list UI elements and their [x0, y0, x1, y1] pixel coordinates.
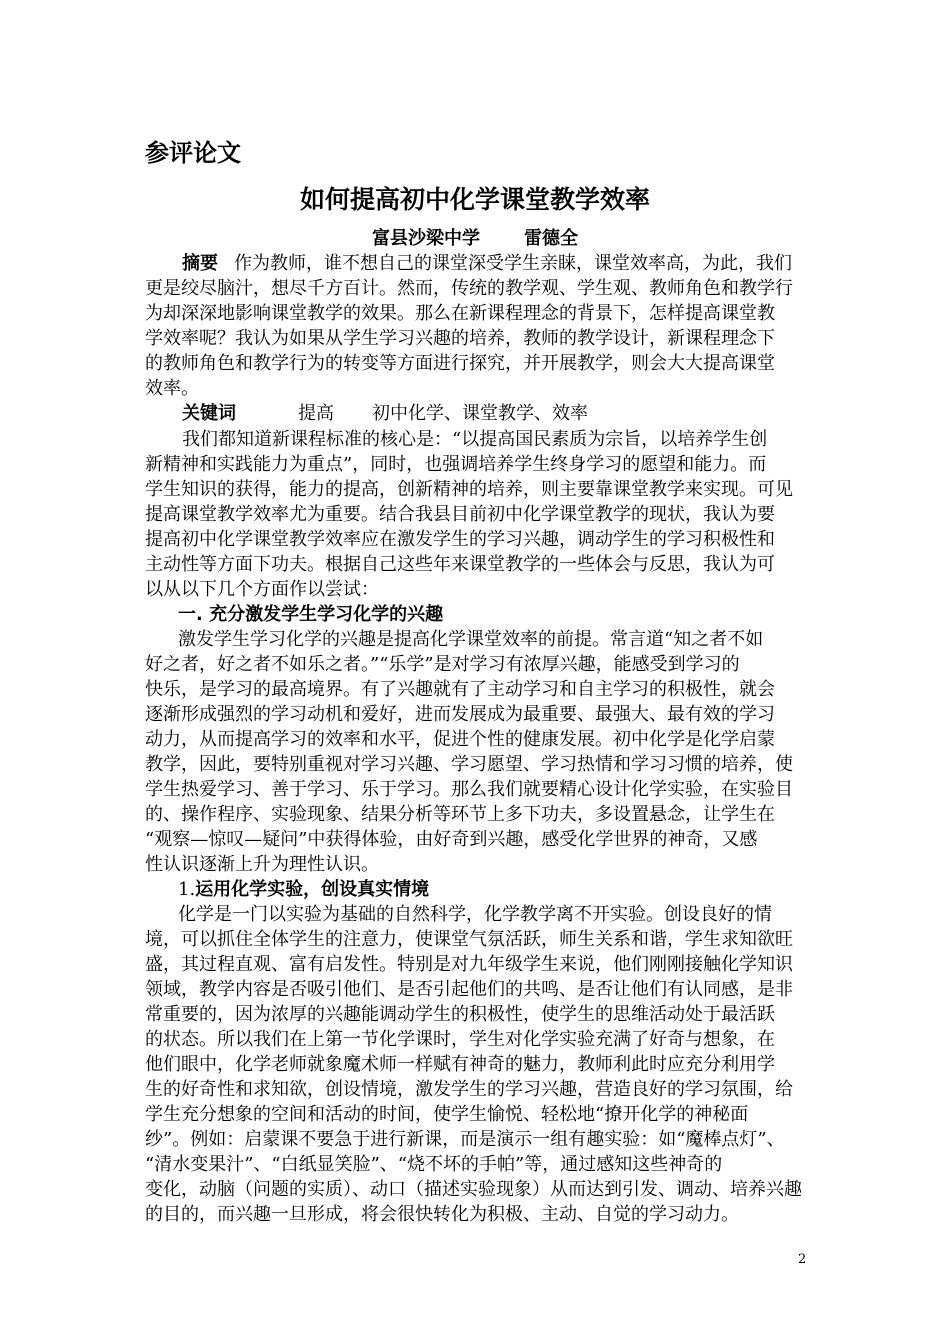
- intro-line: 提高初中化学课堂教学效率应在激发学生的学习兴趣，调动学生的学习积极性和: [145, 529, 775, 550]
- subsection-line: 变化，动脑（问题的实质）、动口（描述实验现象）从而达到引发、调动、培养兴趣: [145, 1179, 802, 1200]
- intro-line: 提高课堂教学效率尤为重要。结合我县目前初中化学课堂教学的现状，我认为要: [145, 504, 775, 525]
- subsection-heading: [178, 877, 429, 902]
- section-line: 的、操作程序、实验现象、结果分析等环节上多下功夫，多设置悬念，让学生在: [145, 804, 775, 825]
- section-line: 好之者，好之者不如乐之者。”“乐学”是对学习有浓厚兴趣，能感受到学习的: [145, 654, 740, 675]
- subsection-line: “清水变果汁”、“白纸显笑脸”、“烧不坏的手帕”等，通过感知这些神奇的: [145, 1154, 723, 1175]
- abstract-first-line: [182, 251, 792, 276]
- abstract-line: 为却深深地影响课堂教学的效果。那么在新课程理念的背景下，怎样提高课堂教: [145, 303, 775, 324]
- keywords-line: [182, 401, 588, 426]
- intro-line: 新精神和实践能力为重点”，同时，也强调培养学生终身学习的愿望和能力。而: [145, 454, 767, 475]
- abstract-line: 效率。: [145, 378, 199, 399]
- page-number: 2: [798, 1252, 807, 1267]
- paper-title: 如何提高初中化学课堂教学效率: [299, 185, 650, 214]
- school-name: 富县沙梁中学: [372, 228, 480, 249]
- subsection-number: 1.: [178, 879, 196, 900]
- section-line: 学生热爱学习、善于学习、乐于学习。那么我们就要精心设计化学实验，在实验目: [145, 779, 793, 800]
- subsection-line: 化学是一门以实验为基础的自然科学，化学教学离不开实验。创设良好的情: [178, 904, 772, 925]
- intro-line: 以从以下几个方面作以尝试：: [145, 579, 379, 600]
- section-line: “观察—惊叹—疑问”中获得体验，由好奇到兴趣，感受化学世界的神奇，又感: [145, 829, 758, 850]
- subsection-line: 生的好奇性和求知欲，创设情境，激发学生的学习兴趣，营造良好的学习氛围，给: [145, 1079, 793, 1100]
- subsection-line: 纱”。例如：启蒙课不要急于进行新课，而是演示一组有趣实验：如“魔棒点灯”、: [145, 1129, 785, 1150]
- keyword-item: 提高: [298, 403, 334, 424]
- subsection-line: 他们眼中，化学老师就象魔术师一样赋有神奇的魅力，教师利此时应充分利用学: [145, 1054, 775, 1075]
- subsection-title: 运用化学实验，创设真实情境: [195, 879, 430, 900]
- intro-line: 我们都知道新课程标准的核心是：“以提高国民素质为宗旨，以培养学生创: [182, 429, 768, 450]
- section-line: 逐渐形成强烈的学习动机和爱好，进而发展成为最重要、最强大、最有效的学习: [145, 704, 775, 725]
- abstract-line: 作为教师，谁不想自己的课堂深受学生亲睐，课堂效率高，为此，我们: [234, 253, 792, 274]
- section-line: 快乐，是学习的最高境界。有了兴趣就有了主动学习和自主学习的积极性，就会: [145, 679, 775, 700]
- category-heading: 参评论文: [145, 139, 241, 167]
- byline: [0, 226, 950, 251]
- subsection-line: 领域，教学内容是否吸引他们、是否引起他们的共鸣、是否让他们有认同感，是非: [145, 979, 793, 1000]
- subsection-line: 常重要的，因为浓厚的兴趣能调动学生的积极性，使学生的思维活动处于最活跃: [145, 1004, 775, 1025]
- subsection-line: 盛，其过程直观、富有启发性。特别是对九年级学生来说，他们刚刚接触化学知识: [145, 954, 793, 975]
- keyword-item: 初中化学、课堂教学、效率: [372, 403, 588, 424]
- abstract-line: 学效率呢？我认为如果从学生学习兴趣的培养，教师的教学设计，新课程理念下: [145, 328, 775, 349]
- abstract-line: 的教师角色和教学行为的转变等方面进行探究，并开展教学，则会大大提高课堂: [145, 353, 775, 374]
- section-line: 动力，从而提高学习的效率和水平，促进个性的健康发展。初中化学是化学启蒙: [145, 729, 775, 750]
- subsection-line: 的目的，而兴趣一旦形成，将会很快转化为积极、主动、自觉的学习动力。: [145, 1204, 739, 1225]
- abstract-line: 更是绞尽脑汁，想尽千方百计。然而，传统的教学观、学生观、教师角色和教学行: [145, 278, 793, 299]
- subsection-line: 的状态。所以我们在上第一节化学课时，学生对化学实验充满了好奇与想象，在: [145, 1029, 775, 1050]
- subsection-line: 学生充分想象的空间和活动的时间，使学生愉悦、轻松地“撩开化学的神秘面: [145, 1104, 749, 1125]
- subsection-line: 境，可以抓住全体学生的注意力，使课堂气氛活跃，师生关系和谐，学生求知欲旺: [145, 929, 793, 950]
- intro-line: 主动性等方面下功夫。根据自己这些年来课堂教学的一些体会与反思，我认为可: [145, 554, 775, 575]
- section-line: 教学，因此，要特别重视对学习兴趣、学习愿望、学习热情和学习习惯的培养，使: [145, 754, 793, 775]
- section-line: 激发学生学习化学的兴趣是提高化学课堂效率的前提。常言道“知之者不如: [178, 629, 764, 650]
- keywords-label: 关键词: [182, 403, 236, 424]
- section-line: 性认识逐渐上升为理性认识。: [145, 854, 379, 875]
- section-heading: 一. 充分激发学生学习化学的兴趣: [178, 604, 444, 625]
- author-name: 雷德全: [524, 228, 578, 249]
- abstract-label: 摘要: [182, 253, 218, 274]
- intro-line: 学生知识的获得，能力的提高，创新精神的培养，则主要靠课堂教学来实现。可见: [145, 479, 793, 500]
